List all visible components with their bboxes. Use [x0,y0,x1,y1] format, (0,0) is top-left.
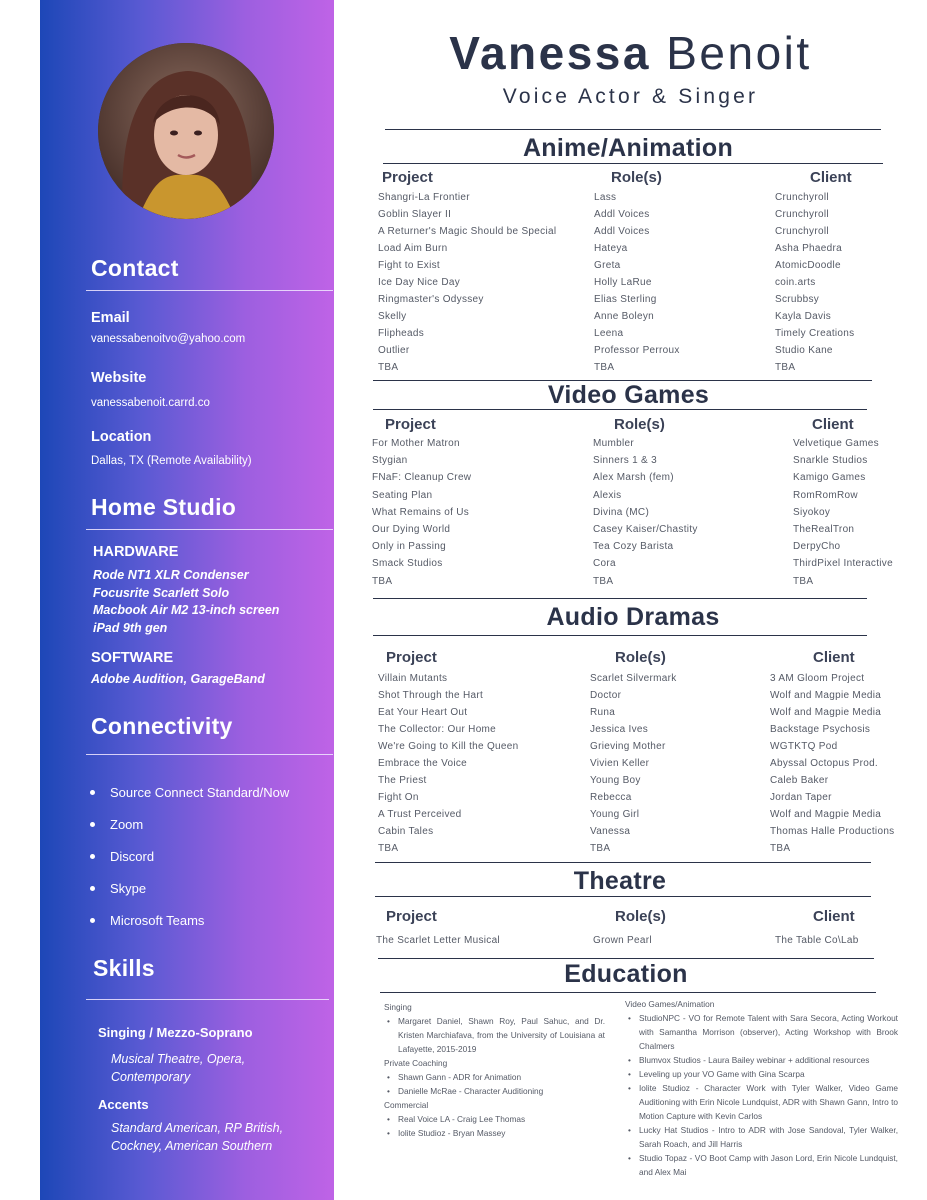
games-cell-role: Divina (MC) [593,506,650,518]
audio-header-role: Role(s) [615,649,666,666]
audio-cell-project: Cabin Tales [378,826,434,837]
connectivity-divider [86,754,333,755]
education-left [384,1000,605,1140]
games-cell-project: Only in Passing [372,541,446,553]
header-divider [385,129,881,130]
bullet-icon [90,822,95,827]
anime-cell-project: Skelly [378,311,407,322]
audio-cell-project: Fight On [378,792,419,803]
anime-cell-role: TBA [594,362,615,373]
games-cell-client: ThirdPixel Interactive [793,558,893,570]
skills-heading: Skills [93,955,155,981]
audio-cell-role: Vivien Keller [590,758,650,769]
accents-label: Accents [98,1097,149,1112]
anime-header-client: Client [810,169,852,186]
connectivity-list [88,776,289,936]
games-cell-project: Our Dying World [372,524,451,535]
games-cell-client: RomRomRow [793,489,858,501]
theatre-header-role: Role(s) [615,908,666,925]
anime-cell-role: Anne Boleyn [594,311,655,322]
anime-cell-client: Crunchyroll [775,192,829,203]
edu-item: • Real Voice LA - Craig Lee Thomas [384,1112,605,1126]
email-value[interactable]: vanessabenoitvo@yahoo.com [91,333,246,345]
singing-label: Singing / Mezzo-Soprano [98,1025,253,1040]
contact-heading: Contact [91,255,179,281]
anime-cell-project: Shangri-La Frontier [378,192,470,203]
audio-cell-role: Vanessa [590,826,631,837]
contact-divider [86,290,333,291]
theatre-cell-client: The Table Co\Lab [775,935,859,946]
anime-cell-project: Goblin Slayer II [378,209,452,220]
connectivity-item: Microsoft Teams [110,912,205,928]
list-item [88,776,289,808]
anime-cell-role: Holly LaRue [594,277,652,288]
audio-cell-client: Wolf and Magpie Media [770,690,882,701]
audio-cell-project: We're Going to Kill the Queen [378,741,519,752]
bullet-icon [90,918,95,923]
audio-cell-project: Eat Your Heart Out [378,707,468,718]
theatre-cell-role: Grown Pearl [593,935,652,946]
avatar [98,43,274,219]
anime-cell-role: Lass [594,192,617,203]
games-cell-client: TBA [793,575,814,587]
anime-cell-project: Flipheads [378,328,425,339]
email-label: Email [91,310,130,326]
edu-item: • Studio Topaz - VO Boot Camp with Jason Lord, Erin Nicole Lundquist, and Alex Mai [625,1151,898,1179]
anime-cell-project: A Returner's Magic Should be Special [378,226,557,237]
connectivity-item: Zoom [110,816,144,832]
education-right [625,997,898,1179]
anime-cell-client: TBA [775,362,796,373]
audio-cell-client: Wolf and Magpie Media [770,809,882,820]
games-cell-role: Mumbler [593,438,634,449]
skills-divider [86,999,329,1000]
anime-title: Anime/Animation [522,134,734,162]
anime-cell-project: Fight to Exist [378,260,440,271]
list-item [88,808,289,840]
home-studio-heading: Home Studio [91,494,237,520]
list-item [88,872,289,904]
audio-cell-role: Doctor [590,690,622,701]
accents-item: Cockney, American Southern [111,1139,273,1153]
theatre-header-client: Client [813,908,855,925]
theatre-cell-project: The Scarlet Letter Musical [376,935,500,946]
anime-cell-client: Scrubbsy [775,294,820,305]
audio-cell-client: TBA [770,843,791,854]
audio-header-client: Client [813,649,855,666]
games-cell-role: Alexis [593,489,622,501]
audio-cell-role: Jessica Ives [590,724,649,735]
games-cell-project: For Mother Matron [372,438,460,449]
audio-cell-project: Shot Through the Hart [378,690,484,701]
edu-item: • Iolite Studioz - Character Work with Tyler Walker, Video Game Auditioning with Erin Nicole Lundquist, ADR with Shawn Gann, Intro to Motion Capture with Kevin Carlos [625,1081,898,1123]
anime-cell-project: Load Aim Burn [378,243,448,254]
hardware-label: HARDWARE [93,544,179,560]
games-cell-client: TheRealTron [793,524,855,535]
location-label: Location [91,429,152,445]
connectivity-heading: Connectivity [91,713,233,739]
games-header-role: Role(s) [614,416,665,433]
singing-item: Contemporary [111,1070,191,1084]
audio-cell-role: TBA [590,843,611,854]
anime-cell-role: Leena [594,328,624,339]
games-header-client: Client [812,416,854,433]
sidebar [40,0,334,1200]
edu-heading: Private Coaching [384,1058,448,1068]
connectivity-item: Source Connect Standard/Now [110,784,290,800]
theatre-divider-top [375,896,871,897]
audio-divider-top [373,635,867,636]
games-cell-role: Tea Cozy Barista [593,541,674,553]
education-title: Education [564,960,688,988]
edu-item: • Blumvox Studios - Laura Bailey webinar + additional resources [625,1053,898,1067]
audio-cell-client: WGTKTQ Pod [770,741,838,752]
bullet-icon [90,886,95,891]
audio-cell-project: The Priest [378,775,427,786]
list-item [88,840,289,872]
audio-cell-project: The Collector: Our Home [378,724,497,735]
games-divider-top [373,409,867,410]
hardware-item: Focusrite Scarlett Solo [93,585,230,600]
anime-header-project: Project [382,169,433,186]
first-name: Vanessa [449,27,651,79]
audio-header-project: Project [386,649,437,666]
games-cell-client: Siyokoy [793,506,831,518]
anime-cell-project: TBA [378,362,399,373]
anime-cell-role: Addl Voices [594,209,650,220]
edu-heading: Commercial [384,1100,429,1110]
location-value: Dallas, TX (Remote Availability) [91,455,252,467]
games-cell-project: TBA [372,575,393,587]
hardware-item: iPad 9th gen [93,620,168,635]
page-title [334,26,927,80]
games-cell-role: Casey Kaiser/Chastity [593,524,698,535]
audio-cell-role: Rebecca [590,792,632,803]
games-cell-client: DerpyCho [793,541,841,553]
audio-cell-role: Young Boy [590,775,641,786]
audio-cell-client: Jordan Taper [770,792,832,803]
anime-cell-role: Addl Voices [594,226,650,237]
audio-cell-project: TBA [378,843,399,854]
audio-divider-bottom [375,862,871,863]
anime-cell-client: Studio Kane [775,345,833,356]
games-cell-role: TBA [593,575,614,587]
games-cell-client: Snarkle Studios [793,455,868,467]
audio-cell-role: Scarlet Silvermark [590,673,677,684]
edu-item: • StudioNPC - VO for Remote Talent with Sara Secora, Acting Workout with Samantha Morrison (observer), Acting Workshop with Brook Chalmers [625,1011,898,1053]
edu-item: • Lucky Hat Studios - Intro to ADR with Jose Sandoval, Tyler Walker, Sarah Roach, and Jill Harris [625,1123,898,1151]
games-cell-project: Stygian [372,455,408,467]
audio-cell-role: Grieving Mother [590,741,666,752]
connectivity-item: Skype [110,880,147,896]
anime-cell-client: Kayla Davis [775,311,832,322]
anime-cell-project: Outlier [378,345,410,356]
games-cell-project: Smack Studios [372,558,443,570]
anime-cell-project: Ice Day Nice Day [378,277,461,288]
anime-cell-role: Professor Perroux [594,345,680,356]
edu-item: • Danielle McRae - Character Auditioning [384,1084,605,1098]
audio-cell-client: Thomas Halle Productions [770,826,895,837]
theatre-divider-bottom [378,958,874,959]
anime-cell-role: Hateya [594,243,628,254]
hardware-list [93,567,279,637]
audio-cell-client: 3 AM Gloom Project [770,673,865,684]
audio-title: Audio Dramas [546,603,720,631]
edu-heading: Video Games/Animation [625,999,715,1009]
games-header-project: Project [385,416,436,433]
anime-header-role: Role(s) [611,169,662,186]
edu-item: • Margaret Daniel, Shawn Roy, Paul Sahuc, and Dr. Kristen Marchiafava, from the University of Louisiana at Lafayette, 2015-2019 [384,1014,605,1056]
connectivity-item: Discord [110,848,155,864]
anime-cell-client: Crunchyroll [775,226,829,237]
anime-cell-project: Ringmaster's Odyssey [378,294,484,305]
software-value: Adobe Audition, GarageBand [91,672,265,686]
anime-divider-top [383,163,883,164]
games-divider-bottom [373,598,867,599]
hardware-item: Macbook Air M2 13-inch screen [93,603,280,617]
theatre-title: Theatre [573,867,667,895]
list-item [88,904,289,936]
audio-cell-project: Villain Mutants [378,673,448,684]
games-title: Video Games [547,381,710,409]
audio-cell-project: Embrace the Voice [378,758,468,769]
audio-cell-project: A Trust Perceived [378,809,462,820]
anime-cell-role: Greta [594,260,621,271]
audio-cell-role: Young Girl [590,809,640,820]
education-divider [380,992,876,993]
anime-cell-role: Elias Sterling [594,294,657,305]
edu-item: • Iolite Studioz - Bryan Massey [384,1126,605,1140]
edu-item: • Leveling up your VO Game with Gina Scarpa [625,1067,898,1081]
anime-cell-client: Crunchyroll [775,209,829,220]
games-cell-role: Alex Marsh (fem) [593,472,674,484]
theatre-header-project: Project [386,908,437,925]
hardware-item: Rode NT1 XLR Condenser [93,568,249,582]
audio-cell-client: Backstage Psychosis [770,724,871,735]
games-cell-project: What Remains of Us [372,506,470,518]
anime-cell-client: Asha Phaedra [775,243,842,254]
website-label: Website [91,370,147,386]
games-cell-project: Seating Plan [372,489,433,501]
anime-cell-client: AtomicDoodle [775,260,841,271]
bullet-icon [90,790,95,795]
anime-cell-client: coin.arts [775,277,816,288]
audio-cell-client: Abyssal Octopus Prod. [770,758,879,769]
games-cell-client: Kamigo Games [793,472,866,484]
games-cell-client: Velvetique Games [793,438,879,449]
edu-heading: Singing [384,1002,412,1012]
accents-list [111,1119,311,1155]
audio-cell-client: Wolf and Magpie Media [770,707,882,718]
tagline: Voice Actor & Singer [502,85,759,108]
accents-item: Standard American, RP British, [111,1121,284,1135]
games-cell-role: Sinners 1 & 3 [593,455,657,467]
edu-item: • Shawn Gann - ADR for Animation [384,1070,605,1084]
audio-cell-client: Caleb Baker [770,775,829,786]
website-value[interactable]: vanessabenoit.carrd.co [91,397,210,409]
software-label: SOFTWARE [91,650,174,666]
audio-cell-role: Runa [590,707,616,718]
home-studio-divider [86,529,333,530]
games-cell-project: FNaF: Cleanup Crew [372,472,472,484]
last-name: Benoit [666,27,812,79]
bullet-icon [90,854,95,859]
singing-list [111,1050,311,1086]
anime-cell-client: Timely Creations [775,328,855,339]
singing-item: Musical Theatre, Opera, [111,1052,246,1066]
games-cell-role: Cora [593,558,616,570]
